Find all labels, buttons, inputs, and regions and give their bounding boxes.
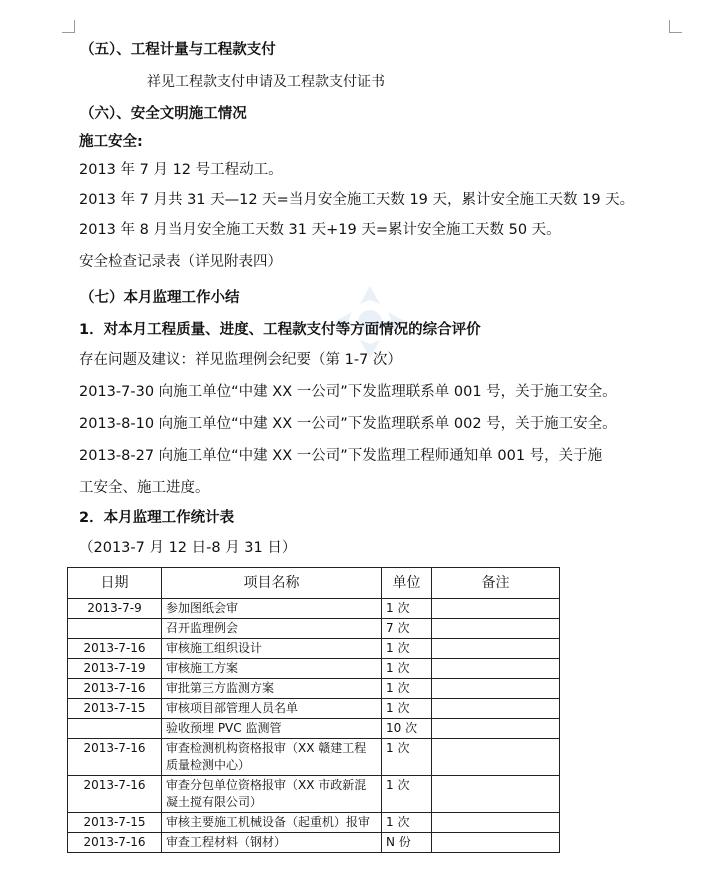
row-unit: 7 次 [382,619,432,639]
row-date: 2013-7-16 [68,833,162,853]
row-date [68,719,162,739]
row-unit: 1 次 [382,659,432,679]
page-corner-mark-right [669,20,682,33]
row-unit: 1 次 [382,599,432,619]
table-row [68,813,560,833]
page-corner-mark-left [62,20,75,33]
table-row [68,659,560,679]
row-unit: 1 次 [382,639,432,659]
row-item: 审核施工组织设计 [162,639,382,659]
table-row [68,833,560,853]
header-unit: 单位 [382,568,432,599]
row-unit: 1 次 [382,679,432,699]
work-stats-table [67,567,560,853]
row-note [432,699,560,719]
row-item: 审核项目部管理人员名单 [162,699,382,719]
row-note [432,719,560,739]
table-row [68,619,560,639]
row-unit: N 份 [382,833,432,853]
row-date: 2013-7-15 [68,699,162,719]
table-row [68,639,560,659]
row-unit: 10 次 [382,719,432,739]
row-note [432,619,560,639]
row-item: 验收预埋 PVC 监测管 [162,719,382,739]
row-date: 2013-7-16 [68,776,162,813]
row-unit: 1 次 [382,776,432,813]
section-7-line-1: 存在问题及建议：祥见监理例会纪要（第 1-7 次） [79,352,402,368]
section-6-line-4: 安全检查记录表（详见附表四） [79,254,282,270]
row-date: 2013-7-9 [68,599,162,619]
row-item: 召开监理例会 [162,619,382,639]
section-7-period: （2013-7 月 12 日-8 月 31 日） [79,540,297,556]
table-row [68,679,560,699]
section-6-title: （六）、安全文明施工情况 [80,106,247,122]
row-date [68,619,162,639]
header-date: 日期 [68,568,162,599]
row-unit: 1 次 [382,699,432,719]
section-7-heading-2: 2．本月监理工作统计表 [79,510,235,526]
row-unit: 1 次 [382,739,432,776]
row-date: 2013-7-19 [68,659,162,679]
table-row [68,776,560,813]
row-item: 审核主要施工机械设备（起重机）报审 [162,813,382,833]
row-date: 2013-7-16 [68,639,162,659]
header-item: 项目名称 [162,568,382,599]
row-date: 2013-7-16 [68,679,162,699]
row-note [432,599,560,619]
section-6-subtitle: 施工安全: [79,134,143,150]
row-item: 审批第三方监测方案 [162,679,382,699]
row-note [432,813,560,833]
row-note [432,679,560,699]
section-7-line-5: 工安全、施工进度。 [79,480,210,496]
table-row [68,719,560,739]
section-7-line-2: 2013-7-30 向施工单位“中建 XX 一公司”下发监理联系单 001 号，关于施工安全。 [79,384,617,400]
section-5-title: （五）、工程计量与工程款支付 [80,42,276,58]
section-6-line-2: 2013 年 7 月共 31 天—12 天=当月安全施工天数 19 天，累计安全施工天数 19 天。 [79,192,635,208]
row-date: 2013-7-15 [68,813,162,833]
table-row [68,739,560,776]
row-item: 审查工程材料（钢材） [162,833,382,853]
row-note [432,739,560,776]
header-note: 备注 [432,568,560,599]
row-item: 审查检测机构资格报审（XX 赣建工程质量检测中心） [162,739,382,776]
section-6-line-3: 2013 年 8 月当月安全施工天数 31 天+19 天=累计安全施工天数 50 天。 [79,222,561,238]
row-item: 参加图纸会审 [162,599,382,619]
section-5-body: 祥见工程款支付申请及工程款支付证书 [147,74,385,90]
section-7-line-3: 2013-8-10 向施工单位“中建 XX 一公司”下发监理联系单 002 号，关于施工安全。 [79,416,617,432]
row-note [432,639,560,659]
section-7-heading-1: 1．对本月工程质量、进度、工程款支付等方面情况的综合评价 [79,322,481,338]
table-row [68,699,560,719]
row-item: 审核施工方案 [162,659,382,679]
section-6-line-1: 2013 年 7 月 12 号工程动工。 [79,162,283,178]
row-date: 2013-7-16 [68,739,162,776]
row-unit: 1 次 [382,813,432,833]
row-note [432,833,560,853]
section-7-line-4: 2013-8-27 向施工单位“中建 XX 一公司”下发监理工程师通知单 001 号，关于施 [79,448,603,464]
row-note [432,659,560,679]
row-note [432,776,560,813]
section-7-title: （七）本月监理工作小结 [80,290,240,306]
table-row [68,599,560,619]
table-header-row [68,568,560,599]
row-item: 审查分包单位资格报审（XX 市政新混凝土搅有限公司） [162,776,382,813]
